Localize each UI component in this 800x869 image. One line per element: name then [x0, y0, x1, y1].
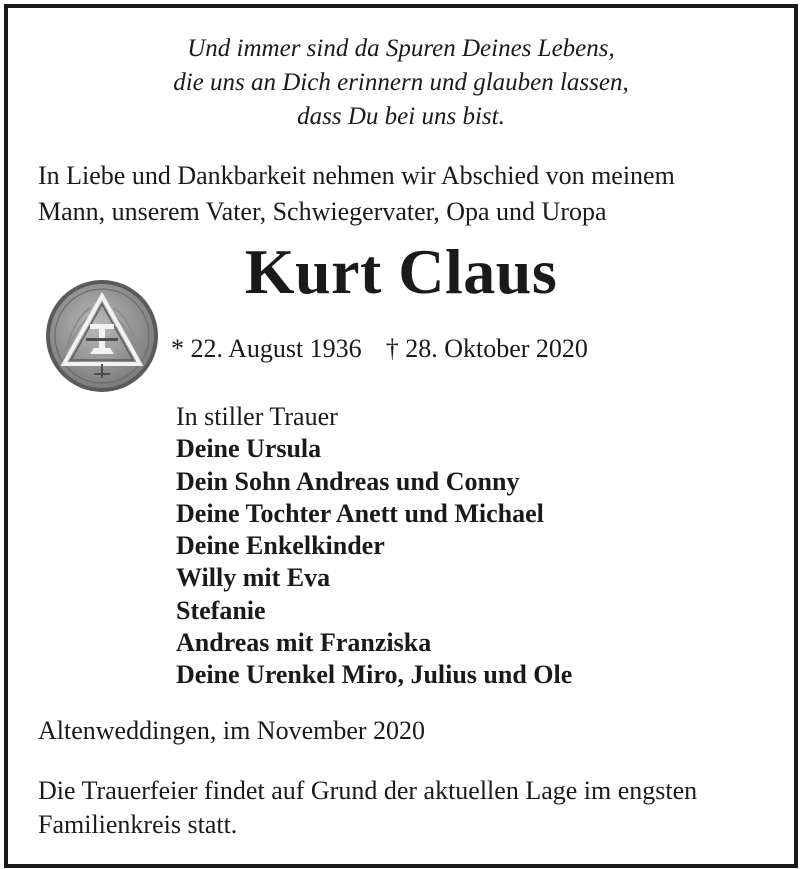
mourners-list: [176, 401, 572, 692]
mourner-entry: Stefanie: [176, 595, 266, 625]
mourner-entry: Deine Urenkel Miro, Julius und Ole: [176, 660, 573, 690]
life-dates: [171, 331, 588, 367]
note-line: Die Trauerfeier findet auf Grund der aktuellen Lage im engsten: [38, 776, 698, 805]
note-line: Familienkreis statt.: [38, 810, 238, 839]
intro-line: In Liebe und Dankbarkeit nehmen wir Abschied von meinem: [38, 161, 675, 190]
poem-line: die uns an Dich erinnern und glauben lassen,: [173, 69, 629, 96]
place-and-date: Altenweddingen, im November 2020: [38, 716, 426, 745]
poem: [8, 32, 794, 134]
mourners-intro: In stiller Trauer: [176, 402, 338, 431]
deceased-name: Kurt Claus: [244, 236, 558, 307]
intro-line: Mann, unserem Vater, Schwiegervater, Opa und Uropa: [38, 197, 607, 226]
mourner-entry: Andreas mit Franziska: [176, 628, 432, 658]
mourner-entry: Willy mit Eva: [176, 563, 331, 593]
poem-line: dass Du bei uns bist.: [297, 103, 505, 130]
mourner-entry: Deine Tochter Anett und Michael: [176, 498, 544, 528]
funeral-note: [38, 774, 697, 842]
poem-line: Und immer sind da Spuren Deines Lebens,: [187, 35, 615, 62]
mourner-entry: Deine Enkelkinder: [176, 531, 385, 561]
triangle-trowel-emblem-icon: [44, 278, 160, 394]
death-date: † 28. Oktober 2020: [385, 334, 588, 363]
birth-date: * 22. August 1936: [171, 334, 362, 363]
mourner-entry: Dein Sohn Andreas und Conny: [176, 466, 520, 496]
mourner-entry: Deine Ursula: [176, 434, 322, 464]
intro-text: [38, 158, 675, 230]
obituary-frame: [4, 4, 798, 868]
